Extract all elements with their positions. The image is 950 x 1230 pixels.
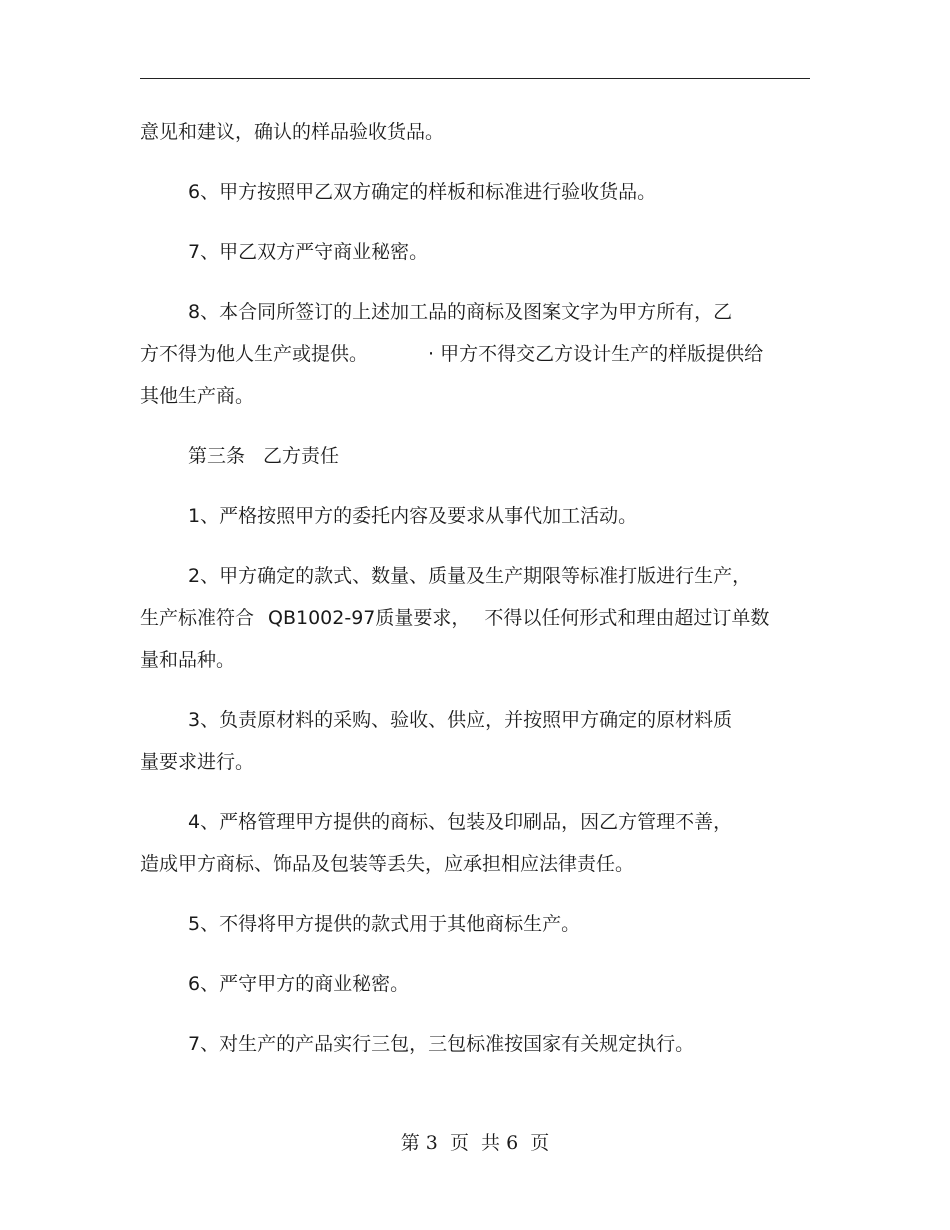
text-line: 2、甲方确定的款式、数量、质量及生产期限等标准打版进行生产， xyxy=(188,565,752,587)
text-line: 7、甲乙双方严守商业秘密。 xyxy=(188,241,429,263)
clause-a8 xyxy=(140,291,810,417)
article-title: 乙方责任 xyxy=(263,445,340,467)
page-footer: 第 3 页 共 6 页 xyxy=(400,1132,550,1154)
text-line xyxy=(140,333,810,375)
text-fragment: 生产标准符合 xyxy=(140,607,255,629)
text-line: 意见和建议，确认的样品验收货品。 xyxy=(140,121,445,143)
clause-a6 xyxy=(140,171,810,213)
text-line xyxy=(140,435,810,477)
clause-a7 xyxy=(140,231,810,273)
text-line: 8、本合同所签订的上述加工品的商标及图案文字为甲方所有，乙 xyxy=(188,301,733,323)
clause-b1 xyxy=(140,495,810,537)
text-line: 5、不得将甲方提供的款式用于其他商标生产。 xyxy=(188,913,581,935)
text-line: 7、对生产的产品实行三包，三包标准按国家有关规定执行。 xyxy=(188,1033,695,1055)
clause-b7 xyxy=(140,1023,810,1065)
text-line: 6、严守甲方的商业秘密。 xyxy=(188,973,410,995)
text-line: 量要求进行。 xyxy=(140,751,255,773)
clause-b3 xyxy=(140,699,810,783)
text-line: 造成甲方商标、饰品及包装等丢失，应承担相应法律责任。 xyxy=(140,853,635,875)
paragraph-continuation xyxy=(140,111,810,153)
text-line: 其他生产商。 xyxy=(140,385,255,407)
clause-b4 xyxy=(140,801,810,885)
text-line: 量和品种。 xyxy=(140,649,236,671)
section-heading xyxy=(140,435,810,477)
text-line: 3、负责原材料的采购、验收、供应，并按照甲方确定的原材料质 xyxy=(188,709,733,731)
text-fragment: · 甲方不得交乙方设计生产的样版提供给 xyxy=(428,343,764,365)
text-fragment: 不得以任何形式和理由超过订单数 xyxy=(484,607,770,629)
clause-b2 xyxy=(140,555,810,681)
header-rule xyxy=(140,78,810,79)
text-line: 1、严格按照甲方的委托内容及要求从事代加工活动。 xyxy=(188,505,638,527)
clause-b5 xyxy=(140,903,810,945)
clause-b6 xyxy=(140,963,810,1005)
text-fragment: QB1002-97质量要求， xyxy=(268,607,471,629)
text-line xyxy=(140,597,810,639)
text-line: 4、严格管理甲方提供的商标、包装及印刷品，因乙方管理不善， xyxy=(188,811,733,833)
text-fragment: 方不得为他人生产或提供。 xyxy=(140,343,369,365)
text-line: 6、甲方按照甲乙双方确定的样板和标准进行验收货品。 xyxy=(188,181,657,203)
page-body xyxy=(140,111,810,1083)
article-number: 第三条 xyxy=(188,445,246,467)
